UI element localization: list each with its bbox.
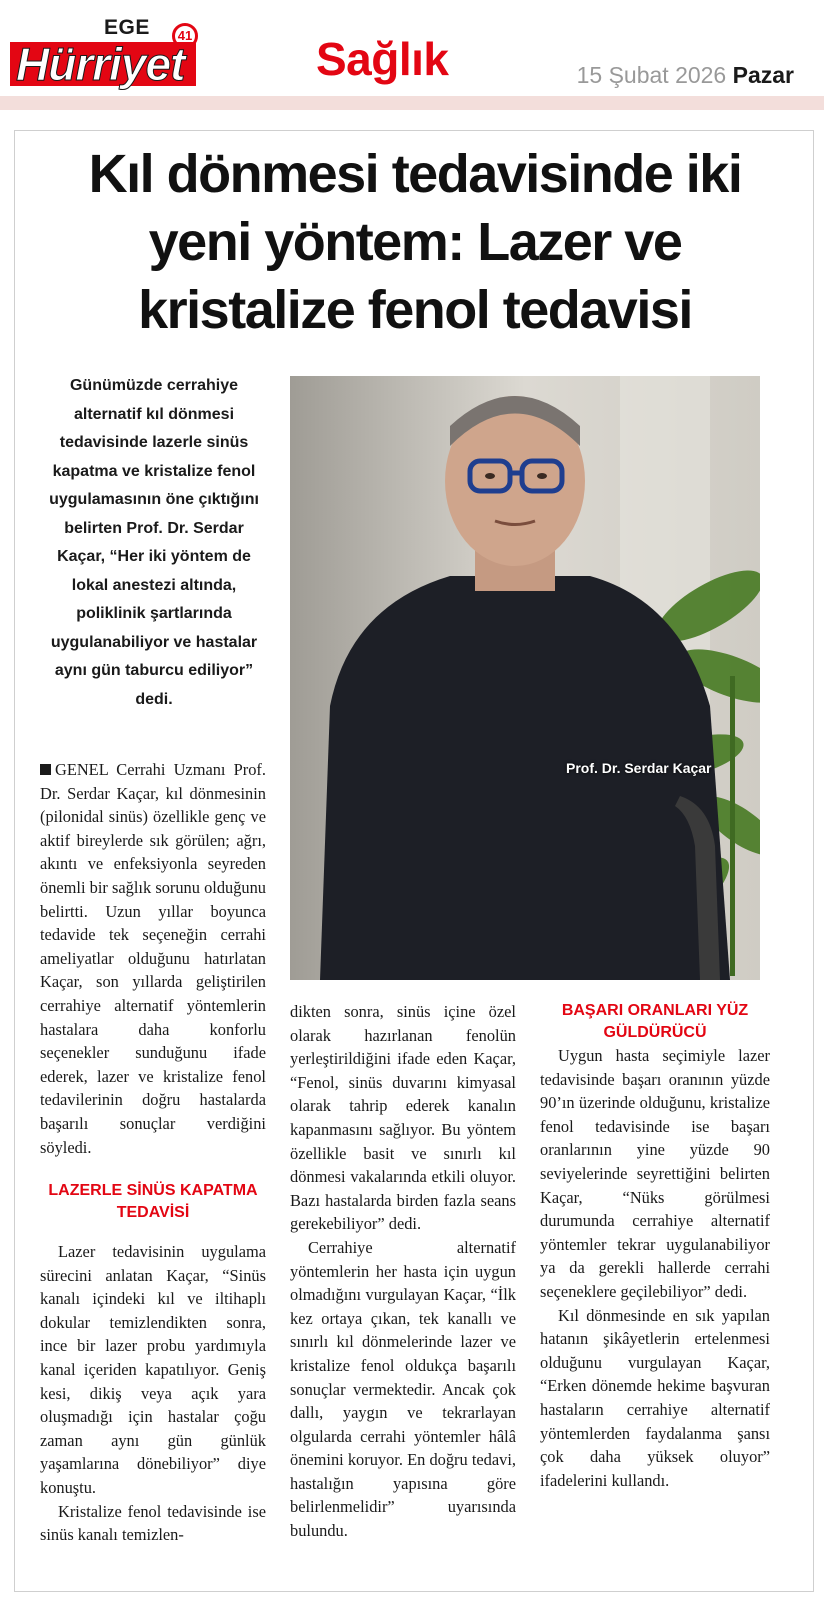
- spot-text: Günümüzde cerrahiye alternatif kıl dönmesi tedavisinde lazerle sinüs kapatma ve kristalize fenol uygulamasının öne çıktığını belirten Prof. Dr. Serdar Kaçar, “Her iki yöntem de lokal anestezi altında, poliklinik şartlarında uygulanabiliyor ve hastalar aynı gün taburcu ediliyor” dedi.: [49, 377, 259, 708]
- headline: Kıl dönmesi tedavisinde iki yeni yöntem: Lazer ve kristalize fenol tedavisi: [88, 144, 742, 340]
- logo-41-badge: 41: [172, 23, 198, 49]
- subhead-laser: LAZERLE SİNÜS KAPATMA TEDAVİSİ: [48, 1182, 258, 1221]
- logo-ege-text: EGE: [104, 16, 150, 39]
- column-1: [40, 758, 266, 1159]
- column-2-paragraph-1: dikten sonra, sinüs içine özel olarak hazırlanan fenolün yerleştirildiğini ifade eden Kaçar, “Fenol, sinüs duvarını kimyasal olarak tahrip ederek kanalın kapanmasını sağlıyor. Bu yöntem özellikle basit ve sınırlı kıl dönmesi vakalarında etkili oluyor. Bazı hastalarda birden fazla seans gerekebiliyor” dedi.: [290, 1002, 516, 1234]
- header-divider-bar: [0, 96, 824, 110]
- logo-hurriyet-text: Hürriyet: [16, 38, 185, 90]
- column-1-paragraph-text: GENEL Cerrahi Uzmanı Prof. Dr. Serdar Kaçar, kıl dönmesinin (pilonidal sinüs) özellikle genç ve aktif bireylerde sık görülen; ağrı, akıntı ve enfeksiyonla seyreden önemli bir sağlık sorunu olduğunu belirtti. Uzun yıllar boyunca tedavide tek seçeneğin cerrahi ameliyatlar olduğunu hatırlatan Kaçar, son yıllarda geliştirilen cerrahiye alternatif yöntemlerin hastalara daha konforlu seçenekler sunduğunu ifade ederek, lazer ve kristalize fenol tedavilerinin doğru hastalarda başarılı sonuçlar verdiğini söyledi.: [40, 760, 266, 1157]
- section-title: Sağlık: [316, 33, 449, 85]
- portrait-illustration: [290, 376, 760, 980]
- photo-caption: Prof. Dr. Serdar Kaçar: [566, 760, 712, 776]
- portrait-photo: [290, 376, 760, 980]
- date-text: 15 Şubat 2026: [576, 62, 727, 88]
- column-2: [290, 1000, 516, 1543]
- weekday-text: Pazar: [732, 62, 794, 88]
- column-3-paragraph-2: Kıl dönmesinde en sık yapılan hatanın şikâyetlerin ertelenmesi olduğunu vurgulayan Kaçar, “Erken dönemde hekime başvuran hastaların cerrahiye alternatif yöntemlerden faydalanma şansı çok daha yüksek oluyor” ifadelerini kullandı.: [540, 1305, 770, 1490]
- column-3: [540, 1044, 770, 1492]
- column-1-paragraph: [40, 758, 266, 1159]
- column-1-continued: [40, 1240, 266, 1547]
- column-3-paragraph-1: Uygun hasta seçimiyle lazer tedavisinde başarı oranının yüzde 90’ın üzerinde olduğunu, kristalize fenol tedavisinde ise başarı oranlarının yine yüzde 90 seviyelerinde seyrettiğini belirten Kaçar, “Nüks görülmesi durumunda cerrahiye alternatif yöntemler tekrar uygulanabiliyor ya da gerekli hallerde cerrahi seçeneklere geçilebiliyor” dedi.: [540, 1046, 770, 1301]
- column-1-paragraph-2: Lazer tedavisinin uygulama sürecini anlatan Kaçar, “Sinüs kanalı içindeki kıl ve iltihaplı dokular temizlendikten sonra, ince bir lazer probu yardımıyla kanal içeriden kapatılıyor. Geniş kesi, dikiş veya açık yara oluşmadığı için hastalar çoğu zaman aynı gün günlük yaşamlarına dönebiliyor” diye konuştu.: [40, 1242, 266, 1497]
- column-1-paragraph-3: Kristalize fenol tedavisinde ise sinüs kanalı temizlen-: [40, 1501, 266, 1545]
- issue-date: [577, 62, 794, 89]
- paragraph-bullet-icon: [40, 764, 51, 775]
- column-2-paragraph-2: Cerrahiye alternatif yöntemlerin her hasta için uygun olmadığını vurgulayan Kaçar, “İlk kez ortaya çıkan, tek kanallı ve sınırlı kıl dönmelerinde lazer ve kristalize fenol oldukça başarılı sonuçlar vermektedir. Ancak çok dallı, yaygın ve tekrarlayan olgularda cerrahi yöntemler hâlâ önemini koruyor. En doğru tedavi, hastalığın yapısına göre belirlenmelidir” uyarısında bulundu.: [290, 1237, 516, 1541]
- hurriyet-logo: [10, 18, 200, 88]
- subhead-success-rates: BAŞARI ORANLARI YÜZ GÜLDÜRÜCÜ: [561, 1002, 749, 1041]
